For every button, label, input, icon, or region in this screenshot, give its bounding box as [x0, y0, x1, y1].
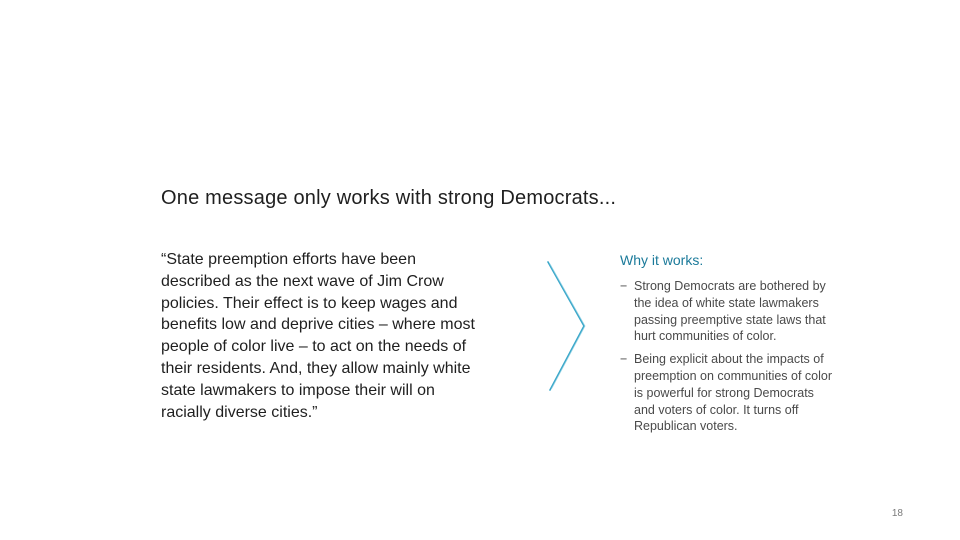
quote-block [161, 249, 521, 423]
quote-line: benefits low and deprive cities – where most [161, 316, 475, 334]
bullet-line: Being explicit about the impacts of [634, 352, 824, 367]
bullet-line: preemption on communities of color [634, 368, 833, 383]
reasons-list [620, 278, 880, 441]
quote-line: people of color live – to act on the needs of [161, 338, 467, 356]
quote-line: policies. Their effect is to keep wages and [161, 294, 458, 312]
bullet-line: hurt communities of color. [634, 329, 777, 344]
bullet-text [634, 351, 880, 435]
quote-line: their residents. And, they allow mainly white [161, 359, 471, 377]
bullet-line: passing preemptive state laws that [634, 312, 826, 327]
quote-line: racially diverse cities.” [161, 403, 318, 421]
bullet-dash: − [620, 352, 628, 367]
bullet-line: Strong Democrats are bothered by [634, 279, 826, 293]
quote-line: state lawmakers to impose their will on [161, 381, 435, 399]
chevron-right-icon [540, 258, 592, 394]
list-item [620, 351, 880, 435]
quote-line: “State preemption efforts have been [161, 251, 416, 268]
bullet-dash: − [620, 279, 628, 293]
slide-heading: One message only works with strong Democrats... [161, 187, 617, 209]
bullet-line: the idea of white state lawmakers [634, 295, 819, 310]
list-item [620, 278, 880, 345]
quote-line: described as the next wave of Jim Crow [161, 272, 444, 290]
page-number: 18 [891, 508, 903, 519]
chevron-stroke [548, 262, 584, 390]
bullet-line: and voters of color. It turns off [634, 402, 799, 417]
bullet-line: Republican voters. [634, 419, 738, 434]
chevron-stroke-texture [550, 264, 585, 388]
bullet-line: is powerful for strong Democrats [634, 385, 814, 400]
bullet-text [634, 278, 880, 345]
why-it-works-title: Why it works: [620, 252, 704, 268]
